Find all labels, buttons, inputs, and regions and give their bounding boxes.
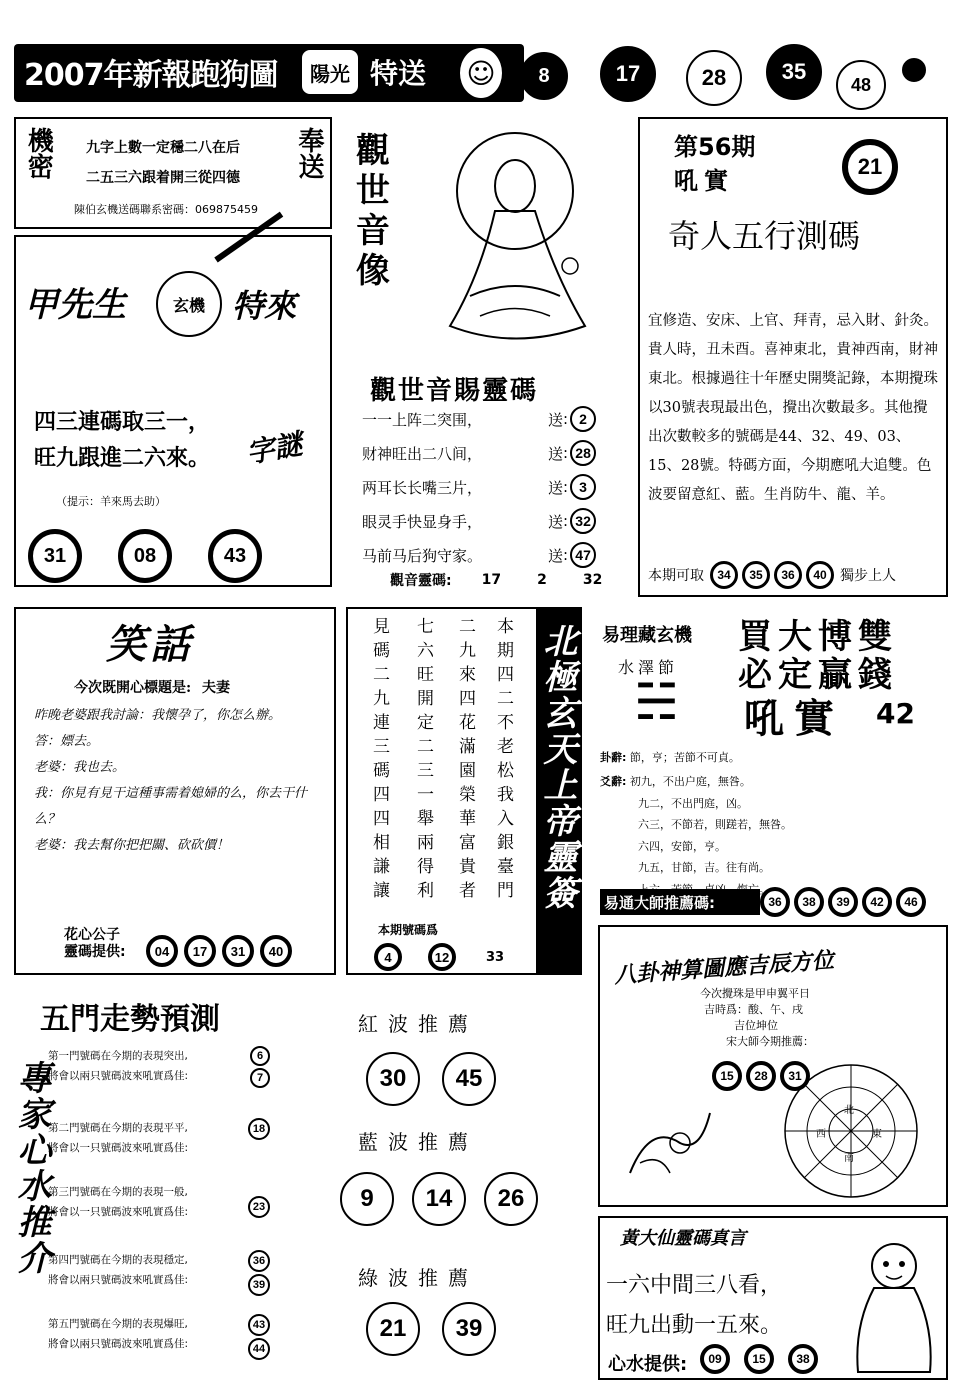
jia-ball-row: [28, 529, 262, 583]
jia-line-1: 四三連碼取三一，: [34, 409, 211, 435]
beiji-ball: 4: [374, 943, 402, 971]
xiaohua-line: 我：你見有見干這種事需着媳婦的么，你去干什么？: [34, 786, 308, 827]
qiren-footer-ball: 40: [806, 561, 834, 589]
yili-ball: 42: [862, 887, 892, 917]
bagua-ball: 28: [746, 1061, 776, 1091]
qiren-label: 吼實: [674, 166, 734, 195]
jia-title-badge: 玄機: [156, 271, 222, 337]
wumen-ball: 7: [250, 1068, 270, 1088]
yili-yao-line: 初九，不出户庭，無咎。: [629, 775, 751, 788]
xiaohua-ball: 40: [260, 935, 292, 967]
jimi-line-2: 二五三六跟着開三從四德: [86, 170, 240, 186]
wumen-ball: 44: [248, 1338, 270, 1360]
qiren-footer-tail: 獨步上人: [840, 568, 896, 584]
yili-yao: [600, 771, 792, 900]
xiaohua-line: 昨晚老婆跟我討論：我懷孕了，你怎么辦。: [34, 708, 282, 723]
hexagram-icon: ☵: [634, 673, 679, 731]
qiren-footer-ball: 36: [774, 561, 802, 589]
monk-illustration: [844, 1236, 940, 1376]
guanyin-title: 觀世音賜靈碼: [370, 376, 539, 406]
guanyin-footer-num: 2: [537, 572, 547, 588]
guanyin-footer: [390, 570, 602, 590]
header-tail: 特送: [370, 57, 427, 90]
header-ball: 35: [766, 44, 822, 100]
guanyin-vertical-title: 觀世音像: [349, 132, 390, 292]
xiaohua-body: [34, 703, 324, 859]
red-wave-balls: [366, 1052, 496, 1106]
yili-num: 42: [876, 697, 915, 730]
header-ball: 28: [686, 50, 742, 106]
red-wave-title: 紅波推薦: [358, 1012, 478, 1036]
xiaohua-ball: 17: [184, 935, 216, 967]
xinshui-ball: 09: [700, 1344, 730, 1374]
yili-label: 吼實: [744, 696, 844, 742]
guanyin-row-text: 一一上阵二突围，: [362, 410, 483, 429]
guanyin-ball: 47: [570, 542, 596, 568]
guanyin-row: 两耳长长嘴三片， 送 : 3: [362, 470, 626, 504]
guanyin-list: [362, 402, 626, 572]
jimi-contact: 陳伯玄機送碼聯系密碼：069875459: [74, 203, 258, 216]
jimi-box: [14, 117, 332, 229]
bagua-ball: 31: [780, 1061, 810, 1091]
xinshui-ball: 15: [744, 1344, 774, 1374]
guanyin-ball: 28: [570, 440, 596, 466]
yili-title: 易理藏玄機: [602, 625, 692, 646]
wumen-ball: 43: [248, 1314, 270, 1336]
jia-title-tail: 特來: [232, 287, 297, 325]
compass-label: 西: [816, 1129, 826, 1140]
blue-wave-title: 藍波推薦: [358, 1130, 478, 1154]
guanyin-send-label: 送: [548, 512, 564, 531]
guanyin-row-text: 眼灵手快显身手，: [362, 512, 483, 531]
beiji-vertical-title: 北極玄天上帝靈簽: [537, 623, 577, 911]
beiji-ball: 12: [428, 943, 456, 971]
guanyin-row-text: 马前马后狗守家。: [362, 546, 483, 565]
guanyin-send-label: 送: [548, 410, 564, 429]
yili-yao-line: 六四，安節，亨。: [638, 839, 726, 853]
wumen-ball: 36: [248, 1250, 270, 1272]
qiren-footer-label: 本期可取: [648, 568, 704, 584]
smiley-icon: ☺: [458, 46, 504, 100]
yili-yao-line: 九二，不出門庭，凶。: [638, 796, 748, 810]
xinshui-line-1: 一六中間三八看，: [606, 1273, 783, 1298]
beiji-box: [346, 607, 582, 975]
xiaohua-provider: 花心公子 靈碼提供:: [64, 927, 126, 960]
xinshui-title: 黃大仙靈碼真言: [620, 1228, 746, 1249]
yili-big-1: 買大博雙: [738, 617, 898, 657]
wumen-row-line: 將會以兩只號碼波來吼實爲佳:: [48, 1338, 189, 1350]
guanyin-row: 眼灵手快显身手， 送 : 32: [362, 504, 626, 538]
wumen-side: 專家心水推介: [11, 1060, 51, 1276]
qiren-ball: 21: [842, 139, 898, 195]
guanyin-send-label: 送: [548, 444, 564, 463]
header-ball-row: [510, 30, 950, 110]
wumen-list: [48, 1046, 288, 1374]
xiaohua-line: 老婆：我也去。: [34, 760, 126, 775]
bagua-compass: [776, 1061, 926, 1201]
guanyin-row: 财神旺出二八间， 送 : 28: [362, 436, 626, 470]
yili-footer: 易通大師推薦碼:: [604, 894, 715, 912]
jimi-right-chars: 奉送: [294, 127, 324, 179]
yili-yao-line: 六三，不節若，則蹉若，無咎。: [638, 818, 792, 831]
qiren-body: 宜修造、安床、上官、拜青，忌入財、針灸。貴人時，丑未酉。喜神東北，貴神西南，財神東北。根據過往十年歷史開獎記錄，本期攪珠以30號表現最出色，攪出次數最多。其他攪出次數較多的號碼是44、32、49、03、15、28號。特碼方面，今期應吼大追雙。色波要留意紅、藍。生肖防牛、龍、羊。: [648, 313, 938, 503]
xinshui-box: [598, 1216, 948, 1380]
yili-sub: 水澤節: [618, 658, 679, 677]
xiaohua-topic-value: 夫妻: [202, 680, 231, 696]
qiren-box: [638, 117, 948, 597]
wumen-row: [48, 1046, 288, 1118]
blue-wave-ball: 26: [484, 1172, 538, 1226]
yili-ball: 39: [828, 887, 858, 917]
jimi-left-chars: 機密: [23, 127, 54, 179]
bagua-line-4: 宋大師今期推薦：: [726, 1035, 814, 1048]
red-wave-ball: 30: [366, 1052, 420, 1106]
header-title: 2007年新報跑狗圖: [24, 58, 278, 93]
header-ball: 48: [836, 60, 886, 110]
yili-ball: 38: [794, 887, 824, 917]
wumen-row: [48, 1250, 288, 1314]
xinshui-ball: 38: [788, 1344, 818, 1374]
qiren-footer-ball: 35: [742, 561, 770, 589]
wumen-ball: 39: [248, 1274, 270, 1296]
yili-ball: 36: [760, 887, 790, 917]
compass-label: 北: [844, 1105, 854, 1116]
jia-ball: 08: [118, 529, 172, 583]
guanyin-send-label: 送: [548, 478, 564, 497]
compass-label: 東: [872, 1129, 882, 1140]
yili-yao-label: 爻辭:: [600, 775, 627, 788]
green-wave-balls: [366, 1302, 496, 1356]
beiji-ball: 33: [486, 949, 505, 965]
guanyin-send-label: 送: [548, 546, 564, 565]
guanyin-row-text: 两耳长长嘴三片，: [362, 478, 483, 497]
guanyin-row: 一一上阵二突围， 送 : 2: [362, 402, 626, 436]
guanyin-row-text: 财神旺出二八间，: [362, 444, 483, 463]
qiren-footer-ball: 34: [710, 561, 738, 589]
jimi-line-1: 九字上數一定穩二八在后: [86, 140, 240, 156]
green-wave-ball: 21: [366, 1302, 420, 1356]
yili-ball-row: [760, 887, 926, 917]
blue-wave-ball: 14: [412, 1172, 466, 1226]
header-badge: 陽光: [300, 48, 360, 96]
guanyin-footer-num: 32: [582, 572, 603, 588]
yili-gua-label: 卦辭:: [600, 751, 627, 764]
qiren-issue: 第56期: [674, 133, 756, 161]
guanyin-illustration: [420, 126, 610, 356]
yili-big-2: 必定贏錢: [738, 655, 898, 695]
xiaohua-line: 老婆：我去幫你把把關、砍砍價！: [34, 838, 230, 853]
xinshui-line-2: 旺九出動一五來。: [606, 1313, 783, 1338]
wumen-row-line: 將會以一只號碼波來吼實爲佳:: [48, 1206, 189, 1218]
xiaohua-ball-row: [146, 935, 292, 967]
beiji-column: 見碼二九連三碼四四相謙讓: [369, 617, 389, 905]
beiji-footer: 本期號碼爲: [378, 923, 439, 937]
beiji-ball-row: [374, 943, 504, 971]
beiji-column: 二九來四花滿園榮華富貴者: [455, 617, 475, 905]
yili-gua: [600, 749, 740, 765]
guanyin-row: 马前马后狗守家。 送 : 47: [362, 538, 626, 572]
xiaohua-ball: 31: [222, 935, 254, 967]
bagua-line-3: 吉位坤位: [734, 1019, 778, 1032]
beiji-column: 本期四二不老松我入銀臺門: [493, 617, 513, 905]
wumen-row-line: 第五門號碼在今期的表現爆旺,: [48, 1318, 188, 1330]
jia-panel: [14, 235, 332, 587]
xiaohua-box: [14, 607, 336, 975]
bagua-box: [598, 925, 948, 1207]
jia-ball: 43: [208, 529, 262, 583]
jia-signature: 字謎: [243, 427, 305, 470]
jia-ball: 31: [28, 529, 82, 583]
xiaohua-line: 答：嫖去。: [34, 734, 100, 749]
header-ball: 8: [520, 52, 568, 100]
red-wave-ball: 45: [442, 1052, 496, 1106]
guanyin-footer-label: 觀音靈碼:: [390, 573, 452, 589]
green-wave-title: 綠波推薦: [358, 1266, 478, 1290]
wumen-row: [48, 1314, 288, 1374]
qiren-title: 奇人五行測碼: [668, 217, 861, 255]
blue-wave-balls: [340, 1172, 538, 1226]
xiaohua-topic: [74, 677, 230, 697]
guanyin-footer-num: 17: [481, 572, 502, 588]
wumen-row-line: 第二門號碼在今期的表現平平,: [48, 1122, 188, 1134]
wumen-row-line: 第一門號碼在今期的表現突出,: [48, 1050, 188, 1062]
blue-wave-ball: 9: [340, 1172, 394, 1226]
jia-title: 甲先生: [24, 285, 126, 325]
header-dot: [902, 58, 926, 82]
bagua-title: 八卦神算圖應吉辰方位: [613, 948, 835, 989]
xiaohua-title: 笑話: [106, 622, 194, 668]
bagua-line-1: 今次攪珠是甲申翼平日: [700, 987, 810, 1000]
guanyin-ball: 3: [570, 474, 596, 500]
dragon-illustration: [620, 1093, 720, 1193]
yili-yao-line: 九五，甘節，吉。往有尚。: [638, 861, 770, 874]
wumen-row-line: 將會以兩只號碼波來吼實爲佳:: [48, 1274, 189, 1286]
wumen-row: [48, 1182, 288, 1250]
wumen-ball: 23: [248, 1196, 270, 1218]
xiaohua-topic-label: 今次既開心標題是:: [74, 680, 192, 696]
green-wave-ball: 39: [442, 1302, 496, 1356]
xiaohua-ball: 04: [146, 935, 178, 967]
yili-ball: 46: [896, 887, 926, 917]
xinshui-ball-row: [700, 1344, 818, 1374]
wumen-title: 五門走勢預測: [40, 1002, 220, 1037]
wumen-ball: 18: [248, 1118, 270, 1140]
wumen-row-line: 將會以一只號碼波來吼實爲佳:: [48, 1142, 189, 1154]
bagua-line-2: 吉時爲：酸、午、戌: [704, 1003, 803, 1016]
jia-hint: （提示：羊來馬去助）: [56, 495, 166, 508]
compass-label: 南: [844, 1153, 854, 1164]
yili-box: [594, 607, 950, 917]
wumen-row-line: 將會以兩只號碼波來吼實爲佳:: [48, 1070, 189, 1082]
bagua-ball: 15: [712, 1061, 742, 1091]
wumen-ball: 6: [250, 1046, 270, 1066]
wumen-row: [48, 1118, 288, 1182]
guanyin-ball: 2: [570, 406, 596, 432]
header-ball: 17: [600, 46, 656, 102]
yili-gua-text: 節，亨；苦節不可貞。: [629, 751, 740, 764]
wumen-row-line: 第四門號碼在今期的表現穩定,: [48, 1254, 188, 1266]
jia-line-2: 旺九跟進二六來。: [34, 445, 211, 471]
qiren-footer: [648, 561, 896, 589]
wumen-row-line: 第三門號碼在今期的表現一般,: [48, 1186, 188, 1198]
beiji-column: 七六旺開定二三一舉兩得利: [413, 617, 433, 905]
xinshui-provider: 心水提供:: [608, 1354, 688, 1375]
guanyin-ball: 32: [570, 508, 596, 534]
